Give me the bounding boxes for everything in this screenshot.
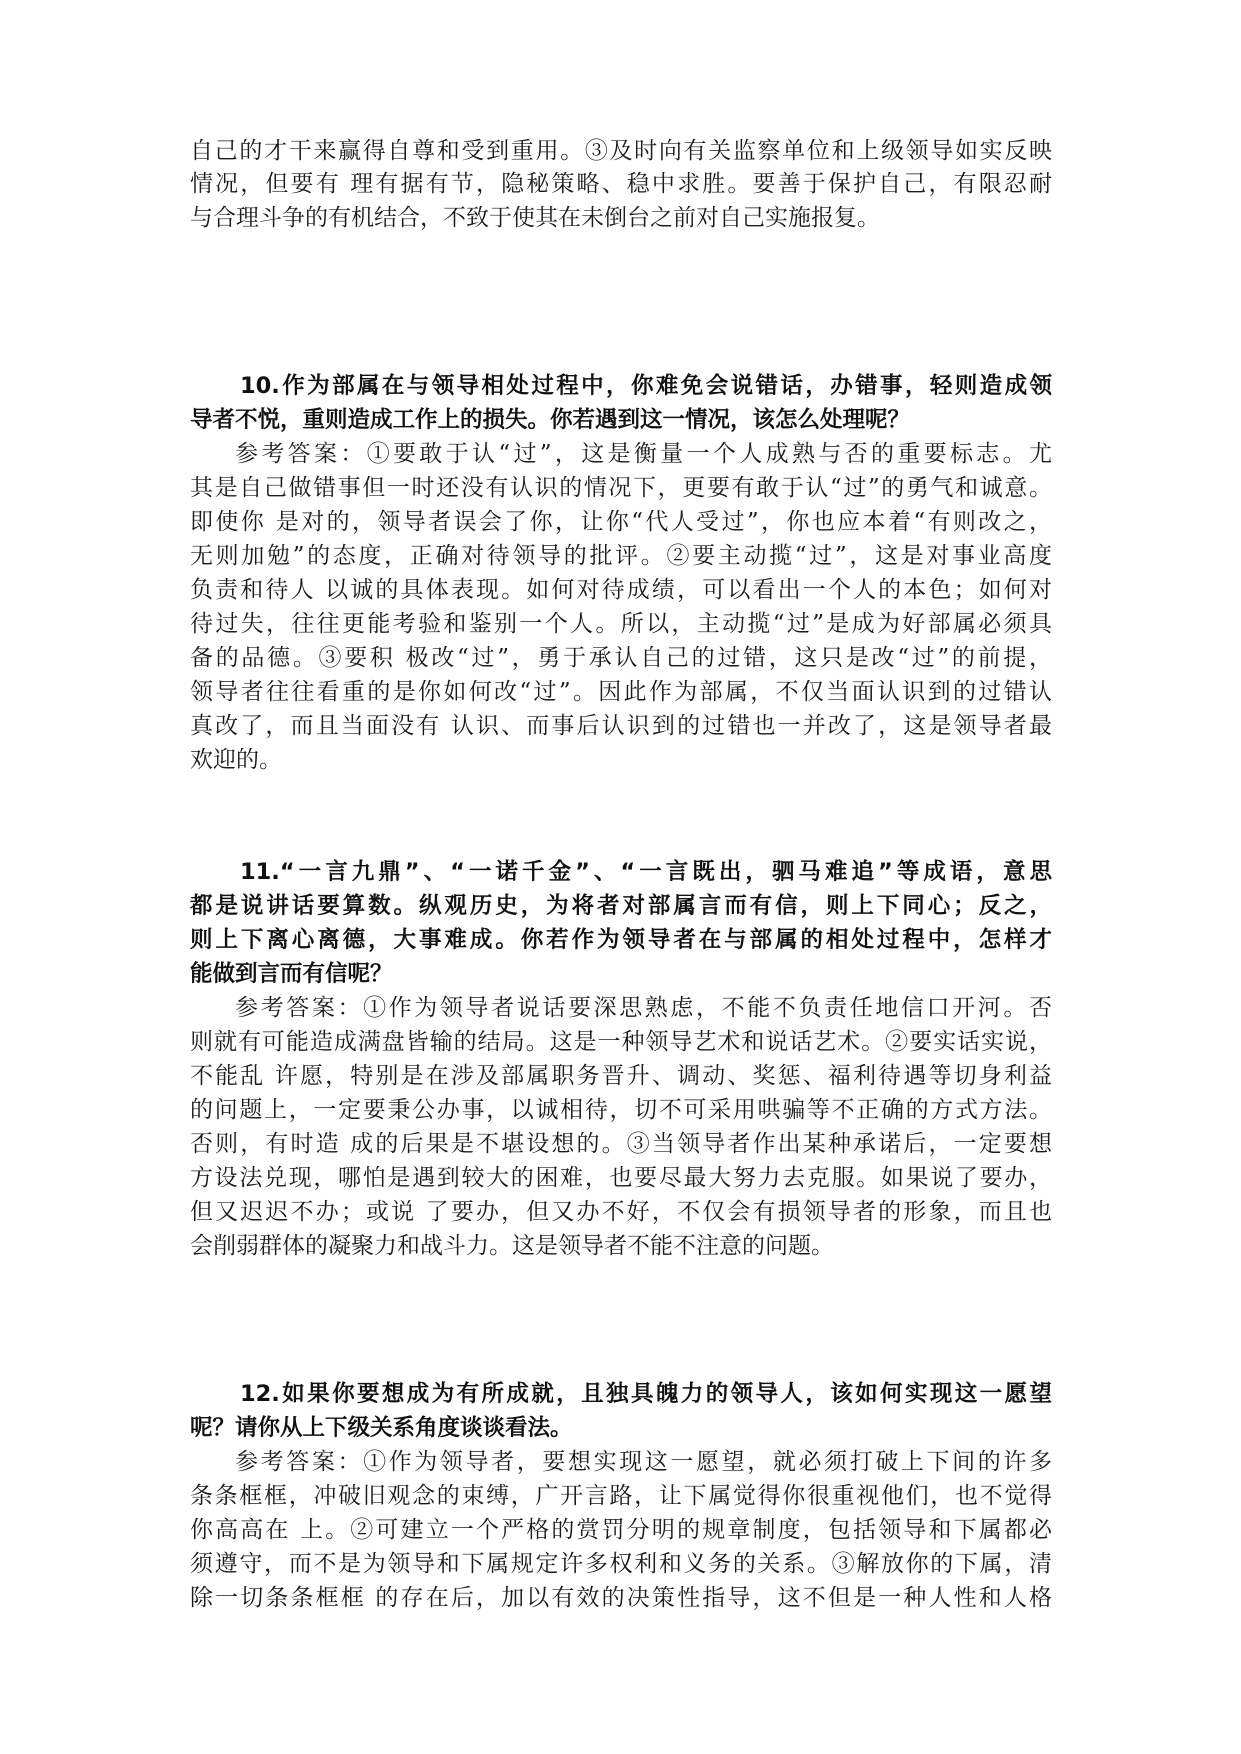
answer-10-line: 无则加勉”的态度，正确对待领导的批评。②要主动揽“过”，这是对事业高度	[190, 543, 1052, 569]
answer-12-line: 除一切条条框框 的存在后，加以有效的决策性指导，这不但是一种人性和人格	[190, 1585, 1052, 1611]
answer-10-line: 欢迎的。	[190, 747, 282, 773]
question-12-line: 12.如果你要想成为有所成就，且独具魄力的领导人，该如何实现这一愿望	[240, 1381, 1052, 1407]
question-12-line: 呢？请你从上下级关系角度谈谈看法。	[190, 1415, 573, 1441]
answer-12-line: 条条框框，冲破旧观念的束缚，广开言路，让下属觉得你很重视他们，也不觉得	[190, 1483, 1052, 1509]
question-11-line: 则上下离心离德，大事难成。你若作为领导者在与部属的相处过程中，怎样才	[190, 927, 1052, 953]
intro-line: 情况，但要有 理有据有节，隐秘策略、稳中求胜。要善于保护自己，有限忍耐	[190, 171, 1052, 197]
answer-12-line: 参考答案：①作为领导者，要想实现这一愿望，就必须打破上下间的许多	[235, 1449, 1052, 1475]
question-11-line: 能做到言而有信呢？	[190, 961, 393, 987]
answer-11-line: 会削弱群体的凝聚力和战斗力。这是领导者不能不注意的问题。	[190, 1233, 834, 1259]
answer-12-line: 你高高在 上。②可建立一个严格的赏罚分明的规章制度，包括领导和下属都必	[190, 1517, 1052, 1543]
answer-10-line: 负责和待人 以诚的具体表现。如何对待成绩，可以看出一个人的本色；如何对	[190, 577, 1052, 603]
question-10-line: 导者不悦，重则造成工作上的损失。你若遇到这一情况，该怎么处理呢？	[190, 407, 911, 433]
answer-11-line: 则就有可能造成满盘皆输的结局。这是一种领导艺术和说话艺术。②要实话实说，	[190, 1029, 1052, 1055]
intro-line: 自己的才干来赢得自尊和受到重用。③及时向有关监察单位和上级领导如实反映	[190, 138, 1052, 164]
answer-10-line: 待过失，往往更能考验和鉴别一个人。所以，主动揽“过”是成为好部属必须具	[190, 611, 1052, 637]
answer-10-line: 其是自己做错事但一时还没有认识的情况下，更要有敢于认“过”的勇气和诚意。	[190, 475, 1052, 501]
question-11-line: 都是说讲话要算数。纵观历史，为将者对部属言而有信，则上下同心；反之，	[190, 893, 1052, 919]
answer-11-line: 不能乱 许愿，特别是在涉及部属职务晋升、调动、奖惩、福利待遇等切身利益	[190, 1063, 1052, 1089]
question-11-line: 11.“一言九鼎”、“一诺千金”、“一言既出，驷马难追”等成语，意思	[240, 859, 1052, 885]
answer-10-line: 备的品德。③要积 极改“过”，勇于承认自己的过错，这只是改“过”的前提，	[190, 645, 1052, 671]
answer-11-line: 但又迟迟不办；或说 了要办，但又办不好，不仅会有损领导者的形象，而且也	[190, 1199, 1052, 1225]
question-10-line: 10.作为部属在与领导相处过程中，你难免会说错话，办错事，轻则造成领	[240, 373, 1052, 399]
answer-11-line: 否则，有时造 成的后果是不堪设想的。③当领导者作出某种承诺后，一定要想	[190, 1131, 1052, 1157]
answer-11-line: 的问题上，一定要秉公办事，以诚相待，切不可采用哄骗等不正确的方式方法。	[190, 1097, 1052, 1123]
answer-11-line: 参考答案：①作为领导者说话要深思熟虑，不能不负责任地信口开河。否	[235, 995, 1052, 1021]
answer-10-line: 即使你 是对的，领导者误会了你，让你“代人受过”，你也应本着“有则改之，	[190, 509, 1052, 535]
answer-10-line: 真改了，而且当面没有 认识、而事后认识到的过错也一并改了，这是领导者最	[190, 713, 1052, 739]
answer-10-line: 领导者往往看重的是你如何改“过”。因此作为部属，不仅当面认识到的过错认	[190, 679, 1052, 705]
answer-11-line: 方设法兑现，哪怕是遇到较大的困难，也要尽最大努力去克服。如果说了要办，	[190, 1165, 1052, 1191]
answer-12-line: 须遵守，而不是为领导和下属规定许多权利和义务的关系。③解放你的下属，清	[190, 1551, 1052, 1577]
intro-line: 与合理斗争的有机结合，不致于使其在未倒台之前对自己实施报复。	[190, 205, 880, 231]
answer-10-line: 参考答案：①要敢于认“过”，这是衡量一个人成熟与否的重要标志。尤	[235, 441, 1052, 467]
